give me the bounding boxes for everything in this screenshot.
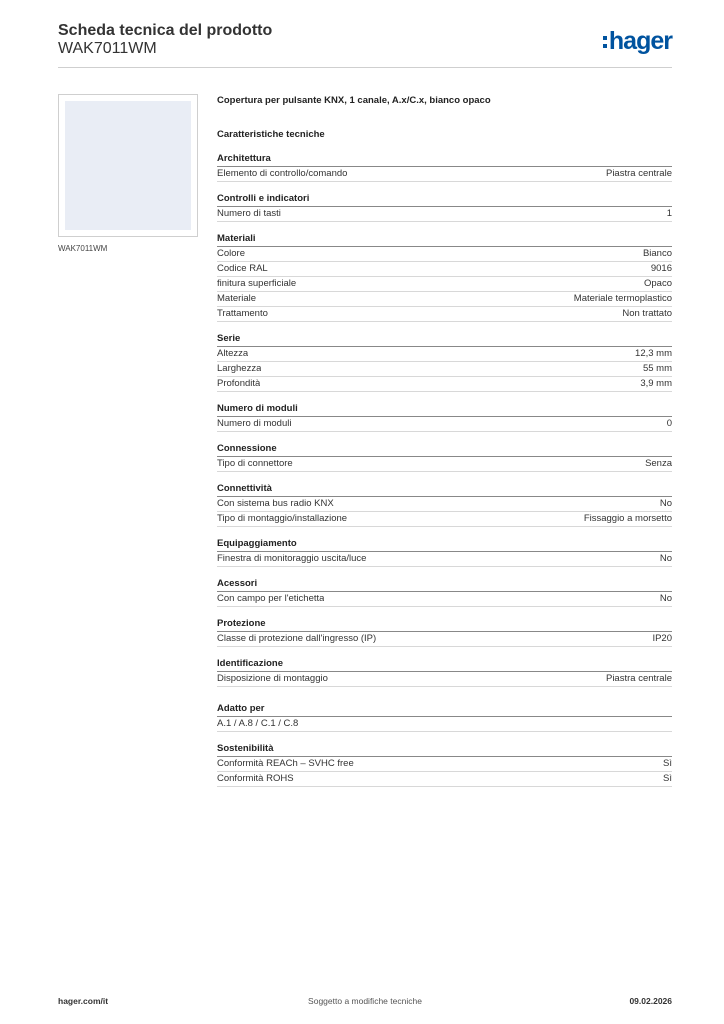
- document-title: Scheda tecnica del prodotto: [58, 22, 273, 39]
- spec-section: [217, 578, 672, 607]
- footer-note: Soggetto a modifiche tecniche: [308, 996, 422, 1006]
- spec-value: Piastra centrale: [605, 673, 672, 684]
- spec-label: Codice RAL: [217, 263, 268, 274]
- footer-date: 09.02.2026: [629, 996, 672, 1006]
- spec-value: 12,3 mm: [635, 348, 672, 359]
- spec-row: [217, 672, 672, 687]
- spec-label: Con sistema bus radio KNX: [217, 498, 334, 509]
- spec-value: Senza: [645, 458, 672, 469]
- spec-section: [217, 233, 672, 322]
- spec-row: [217, 497, 672, 512]
- spec-row: [217, 362, 672, 377]
- spec-value: Materiale termoplastico: [573, 293, 672, 304]
- section-title: Serie: [217, 333, 672, 347]
- spec-label: Larghezza: [217, 363, 262, 374]
- spec-value: Bianco: [642, 248, 672, 259]
- spec-label: Altezza: [217, 348, 249, 359]
- product-description: Copertura per pulsante KNX, 1 canale, A.x/C.x, bianco opaco: [217, 95, 491, 106]
- page-footer: [58, 996, 672, 1010]
- spec-label: Disposizione di montaggio: [217, 673, 328, 684]
- spec-label: Classe di protezione dall'ingresso (IP): [217, 633, 377, 644]
- section-title: Adatto per: [217, 703, 672, 717]
- spec-value: No: [659, 593, 672, 604]
- section-title: Identificazione: [217, 658, 672, 672]
- section-title: Controlli e indicatori: [217, 193, 672, 207]
- spec-content: [217, 94, 672, 798]
- spec-row: [217, 772, 672, 787]
- spec-value: Opaco: [644, 278, 672, 289]
- spec-section: [217, 483, 672, 527]
- spec-value: 55 mm: [642, 363, 672, 374]
- spec-value: IP20: [652, 633, 672, 644]
- spec-label: Trattamento: [217, 308, 268, 319]
- spec-label: Finestra di monitoraggio uscita/luce: [217, 553, 367, 564]
- section-title: Materiali: [217, 233, 672, 247]
- section-title: Equipaggiamento: [217, 538, 672, 552]
- section-title: Connettività: [217, 483, 672, 497]
- spec-value: Sì: [663, 773, 672, 784]
- spec-row: [217, 207, 672, 222]
- spec-label: Tipo di montaggio/installazione: [217, 513, 348, 524]
- section-suitability: [217, 703, 672, 732]
- spec-label: Numero di tasti: [217, 208, 281, 219]
- spec-row: [217, 307, 672, 322]
- section-title: Architettura: [217, 153, 672, 167]
- spec-value: Sì: [663, 758, 672, 769]
- product-image-caption: WAK7011WM: [58, 244, 108, 253]
- spec-value: 9016: [650, 263, 672, 274]
- spec-row: [217, 457, 672, 472]
- section-title: Numero di moduli: [217, 403, 672, 417]
- section-title: Protezione: [217, 618, 672, 632]
- spec-row: [217, 377, 672, 392]
- spec-row: [217, 277, 672, 292]
- spec-label: Conformità REACh – SVHC free: [217, 758, 354, 769]
- section-title: Connessione: [217, 443, 672, 457]
- section-title: Acessori: [217, 578, 672, 592]
- spec-row: [217, 717, 672, 732]
- spec-label: finitura superficiale: [217, 278, 297, 289]
- spec-value: 0: [666, 418, 672, 429]
- logo-colon-icon: [603, 34, 608, 50]
- spec-row: [217, 512, 672, 527]
- spec-value: Fissaggio a morsetto: [583, 513, 672, 524]
- spec-value: 3,9 mm: [640, 378, 672, 389]
- spec-label: Materiale: [217, 293, 257, 304]
- spec-sections: [217, 153, 672, 687]
- spec-value: No: [659, 553, 672, 564]
- spec-row: [217, 757, 672, 772]
- spec-section: [217, 538, 672, 567]
- specs-heading: Caratteristiche tecniche: [217, 129, 325, 140]
- spec-row: [217, 262, 672, 277]
- spec-value: [664, 717, 672, 731]
- spec-row: [217, 167, 672, 182]
- spec-row: [217, 592, 672, 607]
- page-header: [58, 20, 672, 70]
- spec-label: Profondità: [217, 378, 261, 389]
- section-sustainability: [217, 743, 672, 787]
- header-divider: [58, 67, 672, 68]
- spec-section: [217, 403, 672, 432]
- spec-label: A.1 / A.8 / C.1 / C.8: [217, 718, 299, 729]
- logo-text: hager: [608, 27, 672, 55]
- spec-label: Con campo per l'etichetta: [217, 593, 325, 604]
- spec-section: [217, 443, 672, 472]
- spec-label: Numero di moduli: [217, 418, 292, 429]
- spec-value: No: [659, 498, 672, 509]
- spec-row: [217, 552, 672, 567]
- spec-row: [217, 347, 672, 362]
- spec-value: 1: [666, 208, 672, 219]
- footer-website: hager.com/it: [58, 996, 109, 1006]
- product-code: WAK7011WM: [58, 40, 157, 57]
- section-title: Sostenibilità: [217, 743, 672, 757]
- spec-row: [217, 632, 672, 647]
- spec-label: Colore: [217, 248, 245, 259]
- hager-logo: [603, 26, 672, 56]
- spec-section: [217, 153, 672, 182]
- product-image: [65, 101, 191, 230]
- product-image-frame: [58, 94, 198, 237]
- spec-section: [217, 193, 672, 222]
- spec-section: [217, 618, 672, 647]
- spec-row: [217, 292, 672, 307]
- spec-label: Elemento di controllo/comando: [217, 168, 348, 179]
- spec-section: [217, 658, 672, 687]
- spec-row: [217, 417, 672, 432]
- spec-label: Conformità ROHS: [217, 773, 294, 784]
- spec-section: [217, 333, 672, 392]
- spec-label: Tipo di connettore: [217, 458, 293, 469]
- spec-value: Piastra centrale: [605, 168, 672, 179]
- spec-row: [217, 247, 672, 262]
- spec-value: Non trattato: [622, 308, 672, 319]
